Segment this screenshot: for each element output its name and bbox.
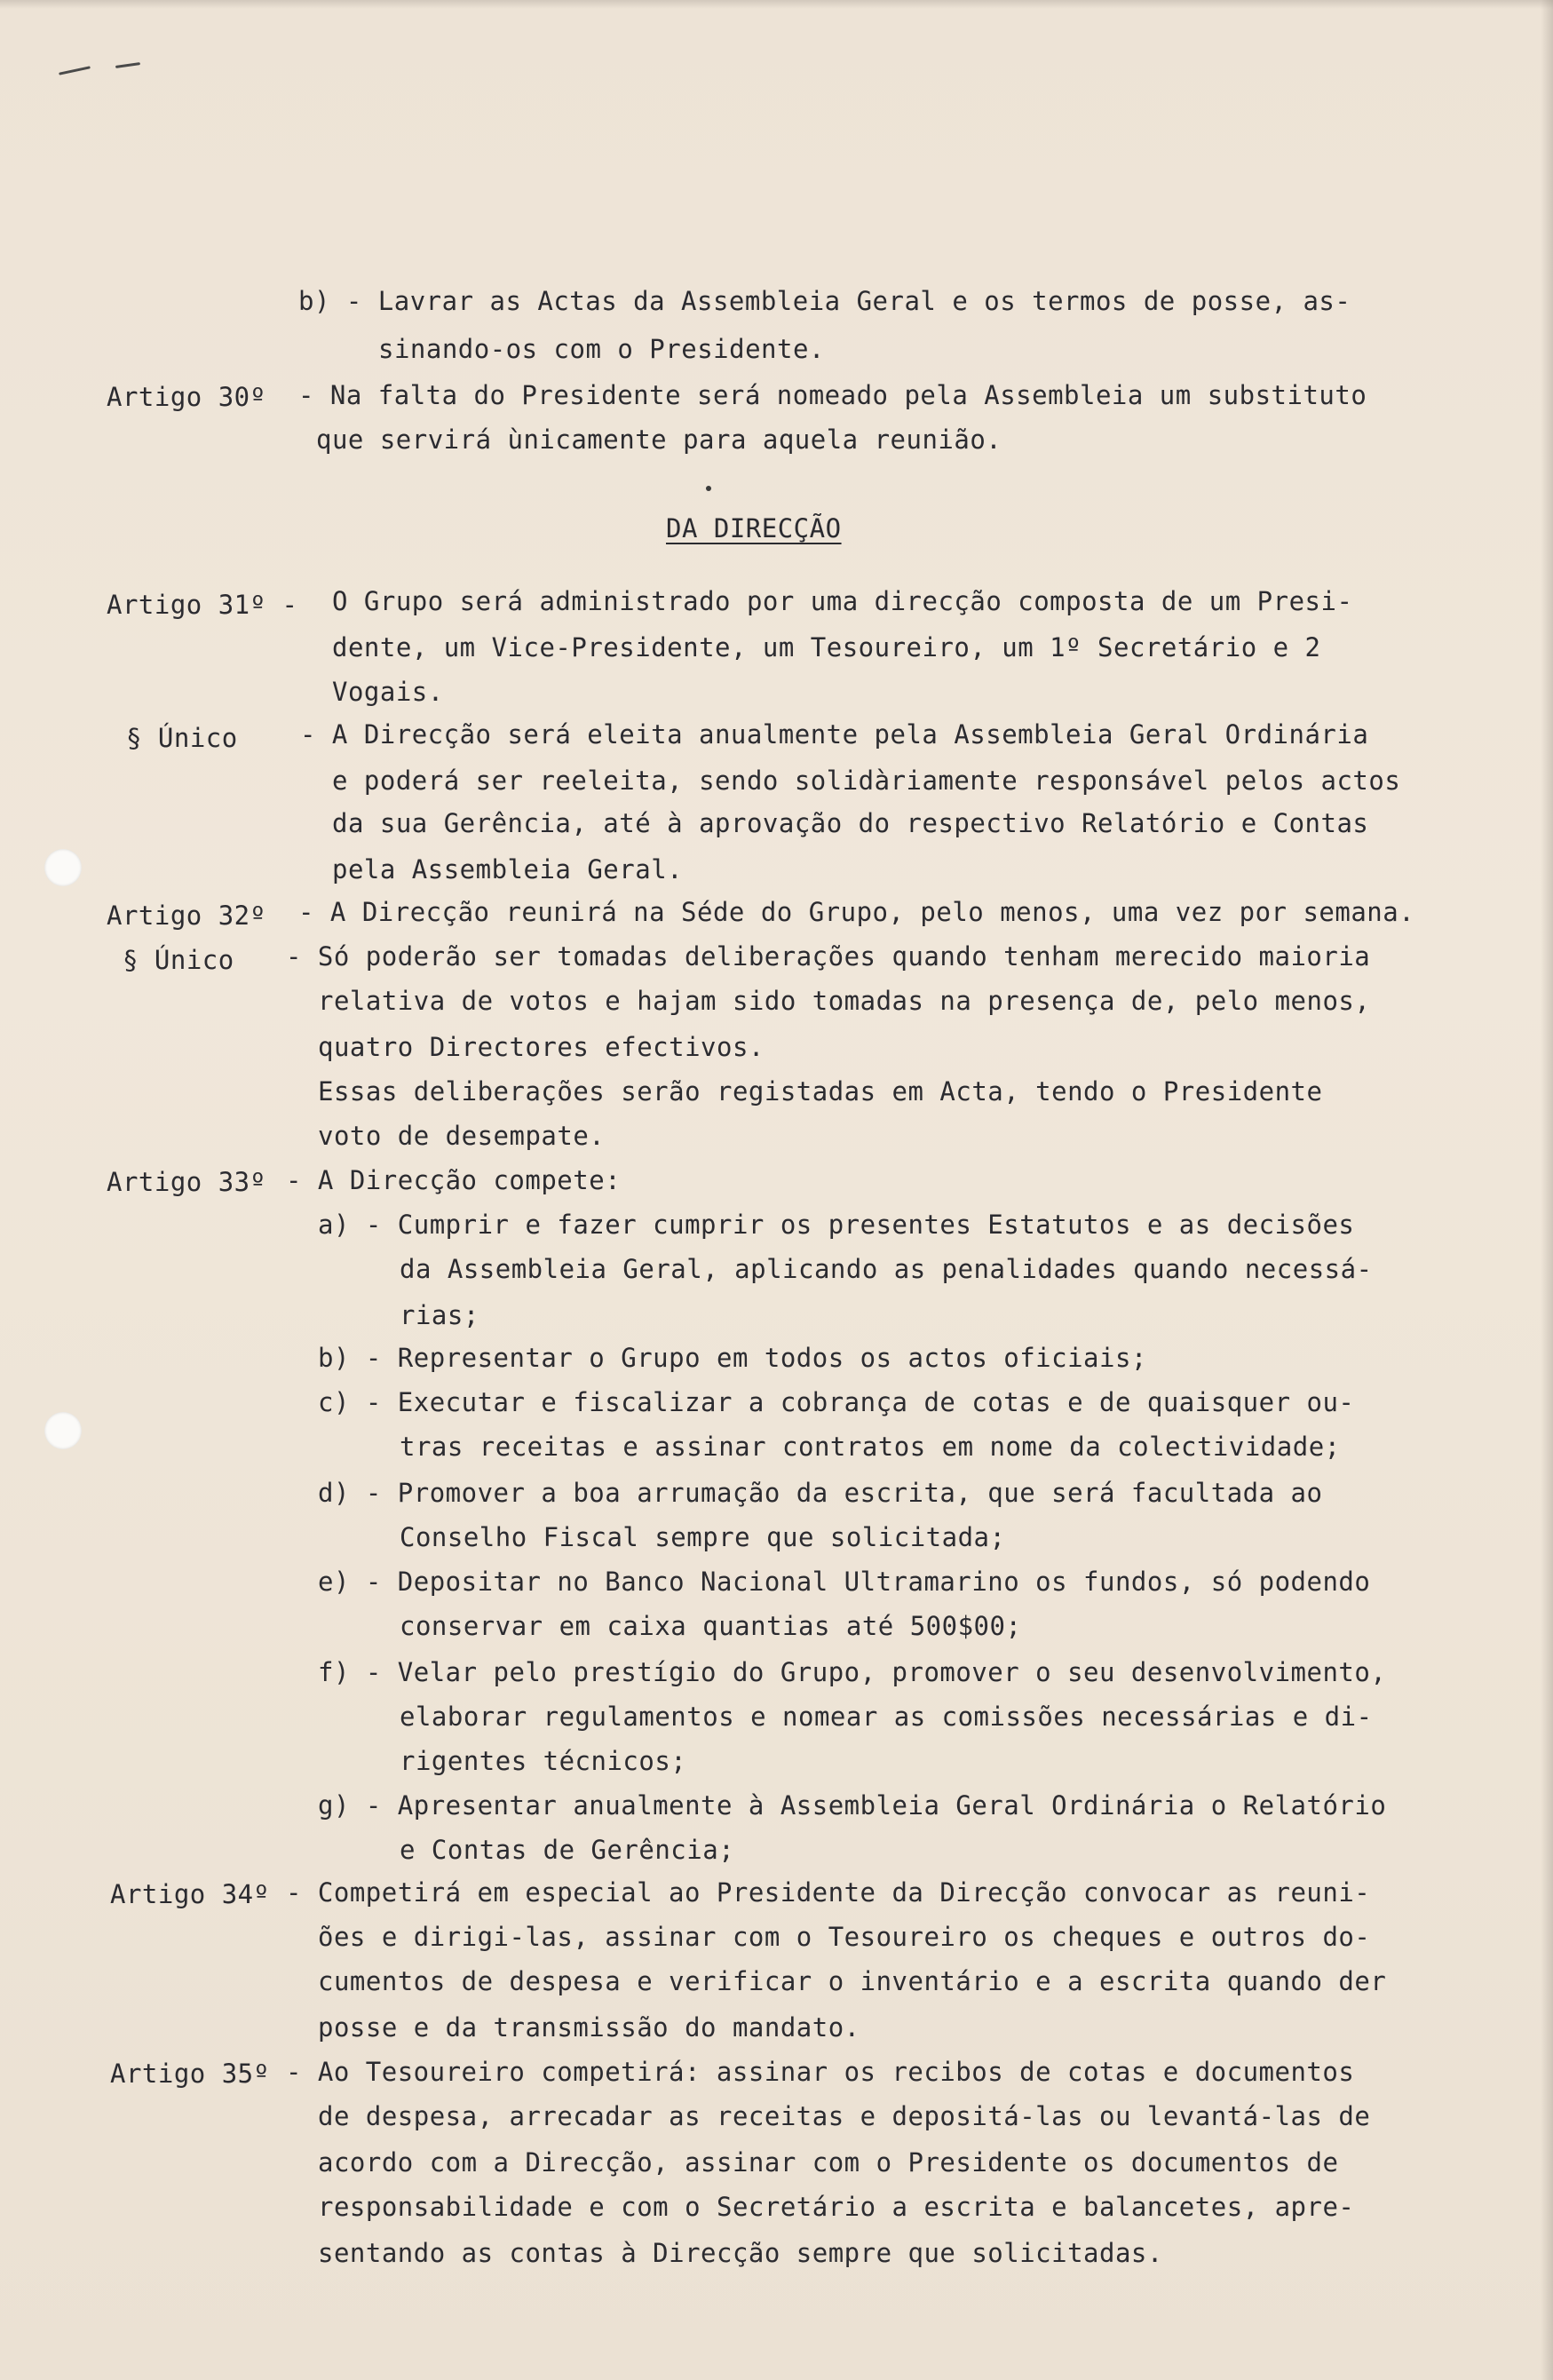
dot-mark: [706, 486, 711, 491]
text-line: e poderá ser reeleita, sendo solidàriamente responsável pelos actos: [332, 766, 1401, 796]
text-line: posse e da transmissão do mandato.: [318, 2012, 860, 2043]
text-line: - A Direcção compete:: [286, 1165, 622, 1195]
text-line: b) - Lavrar as Actas da Assembleia Geral e os termos de posse, as-: [298, 286, 1351, 316]
text-line: c) - Executar e fiscalizar a cobrança de cotas e de quaisquer ou-: [318, 1387, 1355, 1417]
text-line: Conselho Fiscal sempre que solicitada;: [400, 1522, 1006, 1552]
text-line: responsabilidade e com o Secretário a escrita e balancetes, apre-: [318, 2192, 1355, 2222]
text-line: d) - Promover a boa arrumação da escrita, que será facultada ao: [318, 1478, 1323, 1508]
text-line: rigentes técnicos;: [400, 1746, 687, 1776]
text-line: g) - Apresentar anualmente à Assembleia Geral Ordinária o Relatório: [318, 1790, 1387, 1821]
text-line: quatro Directores efectivos.: [318, 1032, 765, 1062]
text-line: acordo com a Direcção, assinar com o Presidente os documentos de: [318, 2147, 1339, 2178]
text-line: - Ao Tesoureiro competirá: assinar os recibos de cotas e documentos: [286, 2057, 1355, 2087]
text-line: de despesa, arrecadar as receitas e depositá-las ou levantá-las de: [318, 2101, 1371, 2131]
text-line: f) - Velar pelo prestígio do Grupo, promover o seu desenvolvimento,: [318, 1657, 1387, 1687]
text-line: - Só poderão ser tomadas deliberações quando tenham merecido maioria: [286, 941, 1371, 972]
text-line: voto de desempate.: [318, 1121, 606, 1151]
text-line: conservar em caixa quantias até 500$00;: [400, 1611, 1022, 1641]
text-line: relativa de votos e hajam sido tomadas na presença de, pelo menos,: [318, 986, 1371, 1016]
punch-hole-top: [44, 849, 82, 886]
article-label-31: Artigo 31º -: [107, 590, 298, 620]
text-line: Essas deliberações serão registadas em Acta, tendo o Presidente: [318, 1076, 1323, 1107]
article-label-35: Artigo 35º: [110, 2059, 270, 2089]
article-label-33: Artigo 33º: [107, 1167, 266, 1197]
text-line: - A Direcção reunirá na Séde do Grupo, pelo menos, uma vez por semana.: [298, 897, 1415, 927]
text-line: - Competirá em especial ao Presidente da Direcção convocar as reuni-: [286, 1877, 1371, 1908]
page-edge-shadow-top: [0, 0, 1553, 9]
text-line: da sua Gerência, até à aprovação do respectivo Relatório e Contas: [332, 808, 1369, 838]
text-line: que servirá ùnicamente para aquela reunião.: [316, 424, 1002, 455]
punch-hole-bottom: [44, 1412, 82, 1449]
text-line: - Na falta do Presidente será nomeado pela Assembleia um substituto: [298, 380, 1367, 410]
text-line: b) - Representar o Grupo em todos os actos oficiais;: [318, 1343, 1147, 1373]
text-line: da Assembleia Geral, aplicando as penalidades quando necessá-: [400, 1254, 1373, 1284]
paragraph-label-unico: § Único: [123, 945, 234, 975]
page-edge-shadow-right: [1541, 0, 1553, 2380]
paragraph-label-unico: § Único: [126, 723, 238, 753]
text-line: rias;: [400, 1300, 479, 1330]
text-line: cumentos de despesa e verificar o inventário e a escrita quando der: [318, 1966, 1387, 1996]
text-line: e Contas de Gerência;: [400, 1835, 735, 1865]
article-label-30: Artigo 30º: [107, 382, 266, 412]
article-label-34: Artigo 34º: [110, 1879, 270, 1909]
section-heading: DA DIRECÇÃO: [666, 513, 842, 543]
text-line: Vogais.: [332, 677, 444, 707]
stain-mark: [59, 66, 91, 75]
text-line: pela Assembleia Geral.: [332, 854, 684, 885]
stain-mark: [115, 62, 140, 68]
text-line: - A Direcção será eleita anualmente pela Assembleia Geral Ordinária: [300, 719, 1369, 750]
text-line: sinando-os com o Presidente.: [378, 334, 825, 364]
text-line: e) - Depositar no Banco Nacional Ultramarino os fundos, só podendo: [318, 1567, 1371, 1597]
text-line: sentando as contas à Direcção sempre que solicitadas.: [318, 2238, 1163, 2268]
text-line: O Grupo será administrado por uma direcção composta de um Presi-: [332, 586, 1353, 616]
text-line: a) - Cumprir e fazer cumprir os presentes Estatutos e as decisões: [318, 1210, 1355, 1240]
text-line: ões e dirigi-las, assinar com o Tesoureiro os cheques e outros do-: [318, 1922, 1371, 1952]
article-label-32: Artigo 32º: [107, 900, 266, 931]
text-line: elaborar regulamentos e nomear as comissões necessárias e di-: [400, 1702, 1373, 1732]
text-line: tras receitas e assinar contratos em nome da colectividade;: [400, 1432, 1341, 1462]
text-line: dente, um Vice-Presidente, um Tesoureiro, um 1º Secretário e 2: [332, 632, 1321, 662]
